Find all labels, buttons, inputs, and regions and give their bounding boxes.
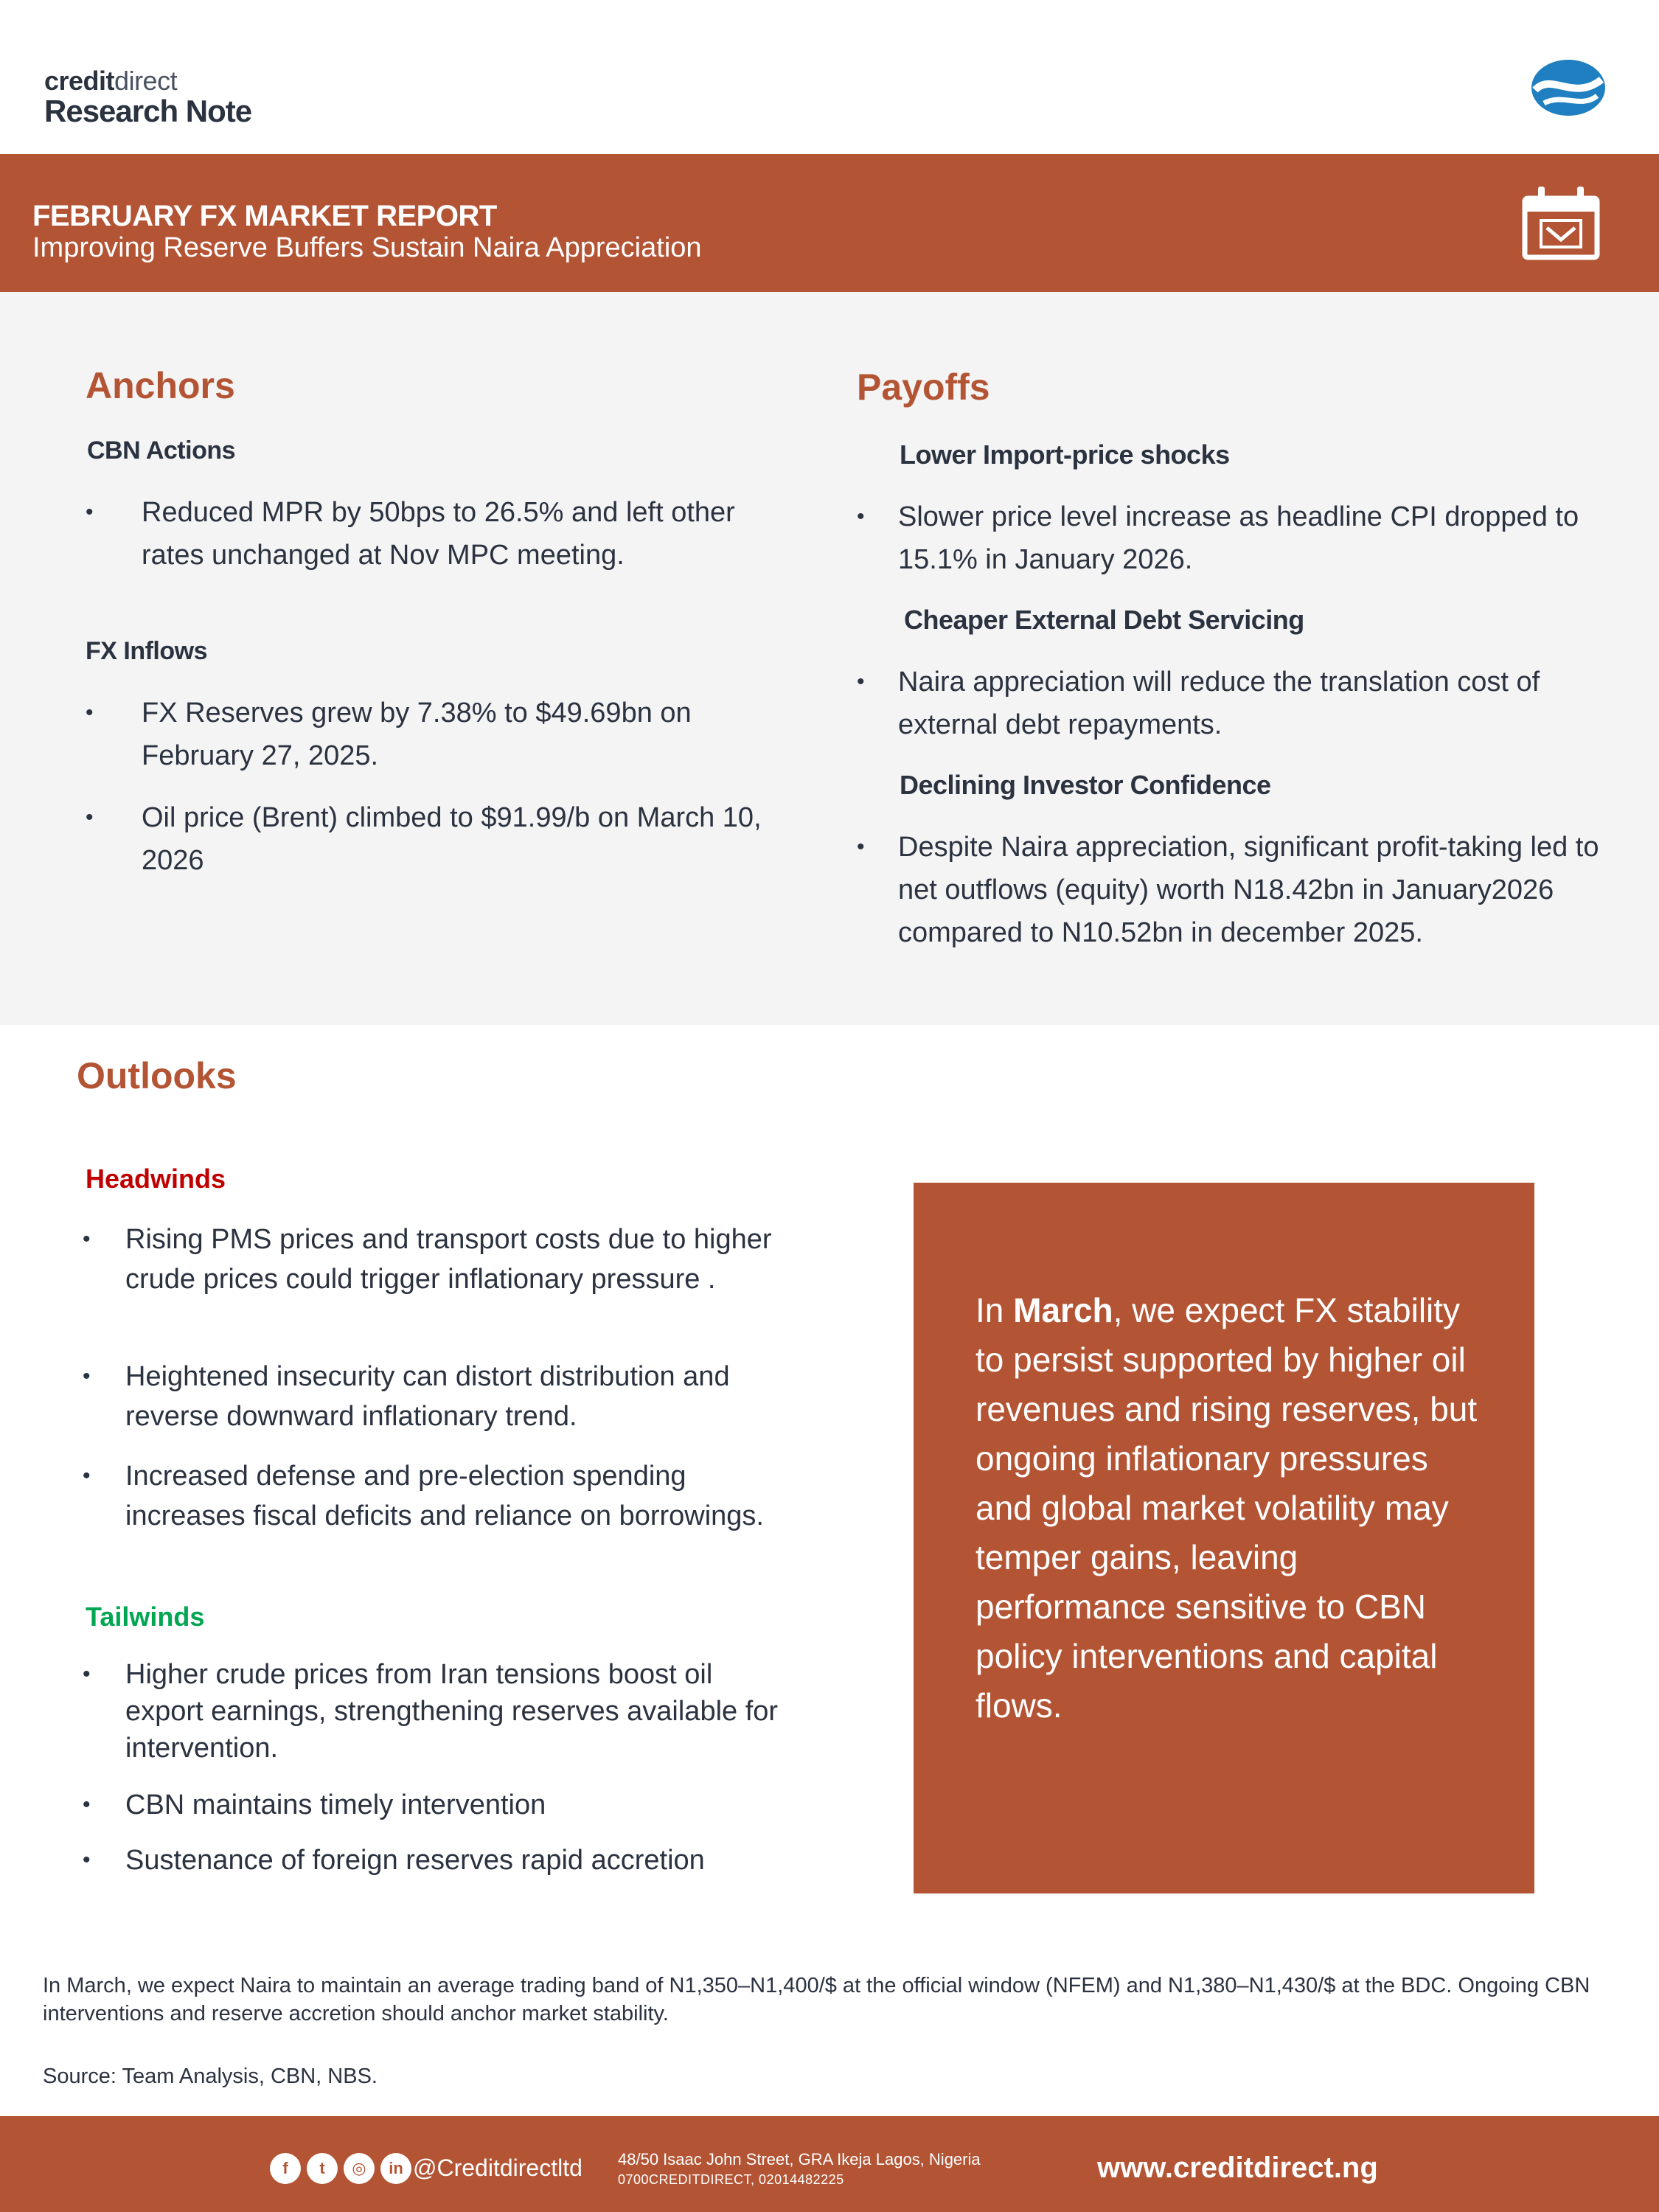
list-item: • Rising PMS prices and transport costs due to higher crude prices could trigger inflationary pressure . bbox=[83, 1224, 772, 1295]
payoff-title: Declining Investor Confidence bbox=[900, 770, 1271, 800]
outlooks-heading: Outlooks bbox=[77, 1055, 237, 1096]
source-note: Source: Team Analysis, CBN, NBS. bbox=[43, 2065, 378, 2088]
tailwinds-heading: Tailwinds bbox=[86, 1601, 205, 1632]
brand-subtitle: Research Note bbox=[44, 94, 252, 128]
social-links bbox=[270, 2153, 411, 2184]
payoffs-heading: Payoffs bbox=[857, 366, 990, 408]
twitter-icon[interactable]: t bbox=[307, 2153, 338, 2184]
cbn-actions-heading: CBN Actions bbox=[87, 437, 236, 465]
list-item: • CBN maintains timely intervention bbox=[83, 1790, 546, 1820]
list-item: • Reduced MPR by 50bps to 26.5% and left other rates unchanged at Nov MPC meeting. bbox=[86, 497, 735, 571]
list-item: • FX Reserves grew by 7.38% to $49.69bn on February 27, 2025. bbox=[86, 698, 692, 771]
list-item: • Oil price (Brent) climbed to $91.99/b on March 10, 2026 bbox=[86, 802, 762, 876]
march-outlook-box bbox=[914, 1183, 1534, 1893]
calendar-icon bbox=[1520, 182, 1601, 263]
fx-inflows-heading: FX Inflows bbox=[86, 637, 207, 665]
list-item: • Naira appreciation will reduce the translation cost of external debt repayments. bbox=[857, 667, 1540, 740]
anchors-heading: Anchors bbox=[86, 365, 235, 406]
office-address: 48/50 Isaac John Street, GRA Ikeja Lagos, Nigeria bbox=[618, 2150, 981, 2168]
instagram-icon[interactable]: ◎ bbox=[344, 2153, 375, 2184]
list-item: • Increased defense and pre-election spending increases fiscal deficits and reliance on borrowings. bbox=[83, 1461, 764, 1531]
linkedin-icon[interactable]: in bbox=[380, 2153, 411, 2184]
headwinds-heading: Headwinds bbox=[86, 1164, 226, 1194]
list-item: • Despite Naira appreciation, significant profit-taking led to net outflows (equity) worth N18.42bn in January2026 compared to N10.52bn in december 2025. bbox=[857, 832, 1599, 948]
naira-band-note: In March, we expect Naira to maintain an average trading band of N1,350–N1,400/$ at the official window (NFEM) and N1,380–N1,430/$ at the BDC. Ongoing CBN interventions and reserve accretion should anchor market stability. bbox=[43, 1974, 1590, 2025]
report-subtitle: Improving Reserve Buffers Sustain Naira Appreciation bbox=[32, 232, 702, 263]
payoff-title: Lower Import-price shocks bbox=[900, 439, 1230, 470]
list-item: • Heightened insecurity can distort distribution and reverse downward inflationary trend. bbox=[83, 1361, 730, 1432]
list-item: • Higher crude prices from Iran tensions boost oil export earnings, strengthening reserves available for intervention. bbox=[83, 1659, 779, 1764]
march-outlook-text: In March, we expect FX stability to persist supported by higher oil revenues and rising reserves, but ongoing inflationary pressures and global market volatility may temper gains, leaving performance sensitive to CBN policy interventions and capital flows. bbox=[975, 1291, 1478, 1725]
page-header bbox=[0, 0, 1659, 154]
social-handle[interactable]: @Creditdirectltd bbox=[413, 2154, 582, 2181]
page-footer bbox=[0, 2116, 1659, 2212]
creditdirect-logo-icon bbox=[1529, 58, 1607, 118]
brand-wordmark bbox=[44, 68, 251, 128]
report-title: FEBRUARY FX MARKET REPORT bbox=[32, 200, 497, 232]
list-item: • Slower price level increase as headline CPI dropped to 15.1% in January 2026. bbox=[857, 501, 1579, 575]
payoff-title: Cheaper External Debt Servicing bbox=[904, 605, 1304, 635]
brand-name: creditdirect bbox=[44, 66, 178, 96]
website-link[interactable]: www.creditdirect.ng bbox=[1097, 2152, 1378, 2184]
list-item: • Sustenance of foreign reserves rapid accretion bbox=[83, 1845, 705, 1876]
phone-numbers: 0700CREDITDIRECT, 02014482225 bbox=[618, 2172, 844, 2187]
anchors-payoffs-section bbox=[0, 292, 1659, 1025]
facebook-icon[interactable]: f bbox=[270, 2153, 301, 2184]
report-banner bbox=[0, 154, 1659, 292]
